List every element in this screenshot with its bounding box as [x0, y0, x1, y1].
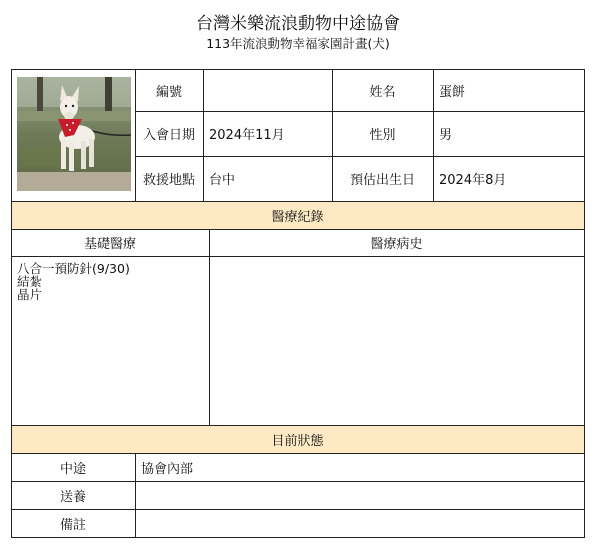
rescue-location-value: 台中	[209, 173, 236, 188]
page-title: 台灣米樂流浪動物中途協會	[196, 14, 400, 34]
border-bottom	[11, 537, 585, 538]
join-date-label: 入會日期	[142, 128, 195, 143]
profile-col-line	[433, 69, 434, 201]
join-date-value: 2024年11月	[209, 128, 285, 143]
profile-col-line	[203, 69, 204, 201]
basic-medical-item: 晶片	[17, 287, 43, 302]
status-row-line	[11, 481, 585, 482]
name-value: 蛋餅	[439, 85, 466, 100]
adoption-label: 送養	[59, 489, 86, 505]
status-col-line	[135, 453, 136, 537]
medical-history-header: 醫療病史	[370, 237, 423, 252]
gender-label: 性別	[369, 128, 396, 143]
basic-medical-item: 結紮	[17, 274, 43, 289]
profile-col-line	[332, 69, 333, 201]
section-line	[11, 229, 585, 230]
section-line	[11, 453, 585, 454]
gender-value: 男	[439, 128, 453, 143]
dog-photo	[17, 77, 131, 191]
section-line	[11, 256, 585, 257]
basic-medical-header: 基礎醫療	[83, 237, 136, 252]
birth-value: 2024年8月	[439, 173, 507, 188]
section-line	[11, 425, 585, 426]
name-label: 姓名	[369, 85, 396, 100]
basic-medical-item: 八合一預防針(9/30)	[17, 261, 130, 276]
border-right	[584, 69, 585, 538]
remarks-label: 備註	[59, 517, 86, 533]
profile-col-line	[135, 69, 136, 201]
basic-medical-list	[17, 262, 130, 301]
id-value	[203, 70, 332, 111]
adoption-value	[135, 481, 584, 509]
dog-image	[17, 77, 131, 191]
status-row-line	[11, 509, 585, 510]
remarks-value	[135, 509, 584, 537]
rescue-location-label: 救援地點	[142, 173, 195, 188]
id-label: 編號	[155, 85, 182, 100]
border-left	[11, 69, 12, 538]
birth-label: 預估出生日	[349, 173, 415, 188]
page-subtitle: 113年流浪動物幸福家園計畫(犬)	[206, 36, 390, 51]
section-line	[11, 201, 585, 202]
foster-label: 中途	[59, 461, 86, 477]
border-top	[11, 69, 585, 70]
medical-col-line	[209, 229, 210, 425]
status-section-title: 目前狀態	[271, 433, 324, 449]
medical-section-title: 醫療紀錄	[271, 209, 324, 225]
foster-value: 協會內部	[141, 461, 194, 477]
